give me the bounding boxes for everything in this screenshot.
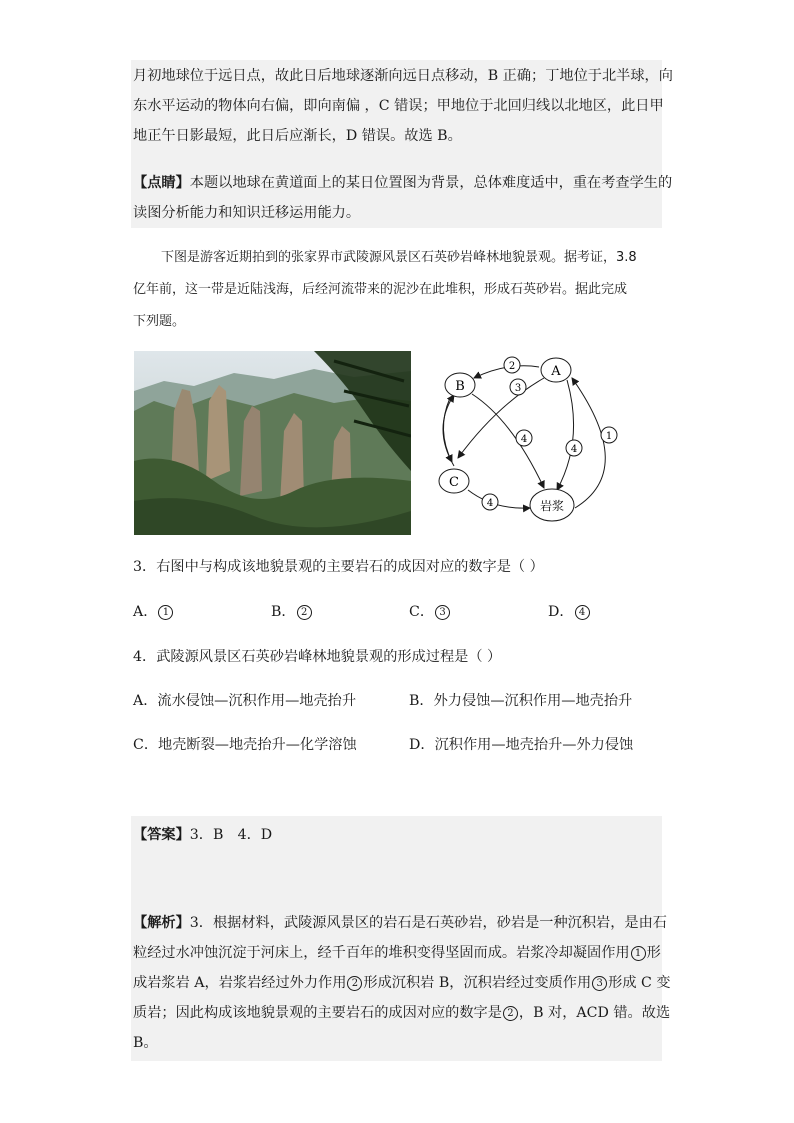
- analysis-section: 【解析】3．根据材料，武陵源风景区的岩石是石英砂岩，砂岩是一种沉积岩，是由石 粒经过水冲蚀沉淀于河床上，经千百年的堆积变得坚固而成。岩浆冷却凝固作用 1 形 成岩浆岩 A，岩浆岩经过外力作用 2 形成沉积岩 B，沉积岩经过变质作用 3 形成 C 变 质岩；因此构成该地貌景观的主要岩石的成因对应的数字是 2 ，B 对，ACD 错。故选 B。: [133, 915, 671, 1051]
- svg-text:C: C: [449, 475, 459, 490]
- svg-text:B: B: [455, 379, 465, 394]
- answer-tag: 【答案】: [133, 827, 190, 843]
- label-4-left: [516, 430, 532, 446]
- q3-stem: 3．右图中与构成该地貌景观的主要岩石的成因对应的数字是（ ）: [133, 559, 544, 575]
- svg-text:3: 3: [514, 383, 522, 394]
- label-4-right: [566, 440, 582, 456]
- analysis-tag: 【解析】: [133, 915, 190, 931]
- label-2: [504, 357, 520, 373]
- q4-stem: 4．武陵源风景区石英砂岩峰林地貌景观的形成过程是（ ）: [133, 649, 502, 665]
- label-4-bottom: [482, 494, 498, 510]
- q4-option-b[interactable]: B．外力侵蚀—沉积作用—地壳抬升: [409, 693, 633, 709]
- dianjing-text: 本题以地球在黄道面上的某日位置图为背景，总体难度适中，重在考查学生的: [189, 175, 673, 191]
- svg-text:4: 4: [520, 434, 528, 445]
- question-intro: [133, 242, 663, 338]
- text-line: 东水平运动的物体向右偏，即向南偏 ，C 错误；甲地位于北回归线以北地区，此日甲: [133, 98, 664, 114]
- q3-option-d[interactable]: D． 4: [548, 601, 591, 621]
- q4-option-a[interactable]: A．流水侵蚀—沉积作用—地壳抬升: [133, 693, 357, 709]
- intro-line: 亿年前，这一带是近陆浅海，后经河流带来的泥沙在此堆积，形成石英砂岩。据此完成: [133, 282, 628, 297]
- text-line: 月初地球位于远日点，故此日后地球逐渐向远日点移动，B 正确；丁地位于北半球，向: [133, 68, 673, 84]
- answer-line: [133, 824, 272, 844]
- intro-line: 下图是游客近期拍到的张家界市武陵源风景区石英砂岩峰林地貌景观。据考证，3.8: [161, 250, 637, 265]
- svg-text:4: 4: [570, 444, 578, 455]
- dianjing-section: [133, 168, 673, 228]
- answer-text: 3．B 4．D: [189, 827, 273, 843]
- svg-text:A: A: [551, 364, 561, 379]
- dianjing-tag: 【点睛】: [133, 175, 190, 191]
- q4-option-d[interactable]: D．沉积作用—地壳抬升—外力侵蚀: [409, 737, 634, 753]
- rock-cycle-diagram: [432, 350, 632, 530]
- svg-text:4: 4: [486, 498, 494, 509]
- q3-option-c[interactable]: C． 3: [409, 601, 451, 621]
- q3-option-a[interactable]: A． 1: [133, 601, 174, 621]
- landscape-photo: [134, 351, 411, 535]
- label-1: [601, 427, 617, 443]
- previous-explanation: [133, 61, 673, 151]
- svg-text:2: 2: [508, 361, 516, 372]
- q3-option-b[interactable]: B． 2: [271, 601, 313, 621]
- text-line: 地正午日影最短，此日后应渐长，D 错误。故选 B。: [133, 128, 462, 144]
- svg-text:岩浆: 岩浆: [539, 499, 565, 513]
- node-a: [541, 358, 571, 382]
- node-magma: [530, 489, 574, 521]
- label-3: [510, 379, 526, 395]
- q4-option-c[interactable]: C．地壳断裂—地壳抬升—化学溶蚀: [133, 737, 357, 753]
- svg-text:1: 1: [605, 431, 613, 442]
- dianjing-text: 读图分析能力和知识迁移运用能力。: [133, 205, 361, 221]
- node-c: [439, 469, 469, 493]
- node-b: [445, 373, 475, 397]
- intro-line: 下列题。: [133, 314, 186, 329]
